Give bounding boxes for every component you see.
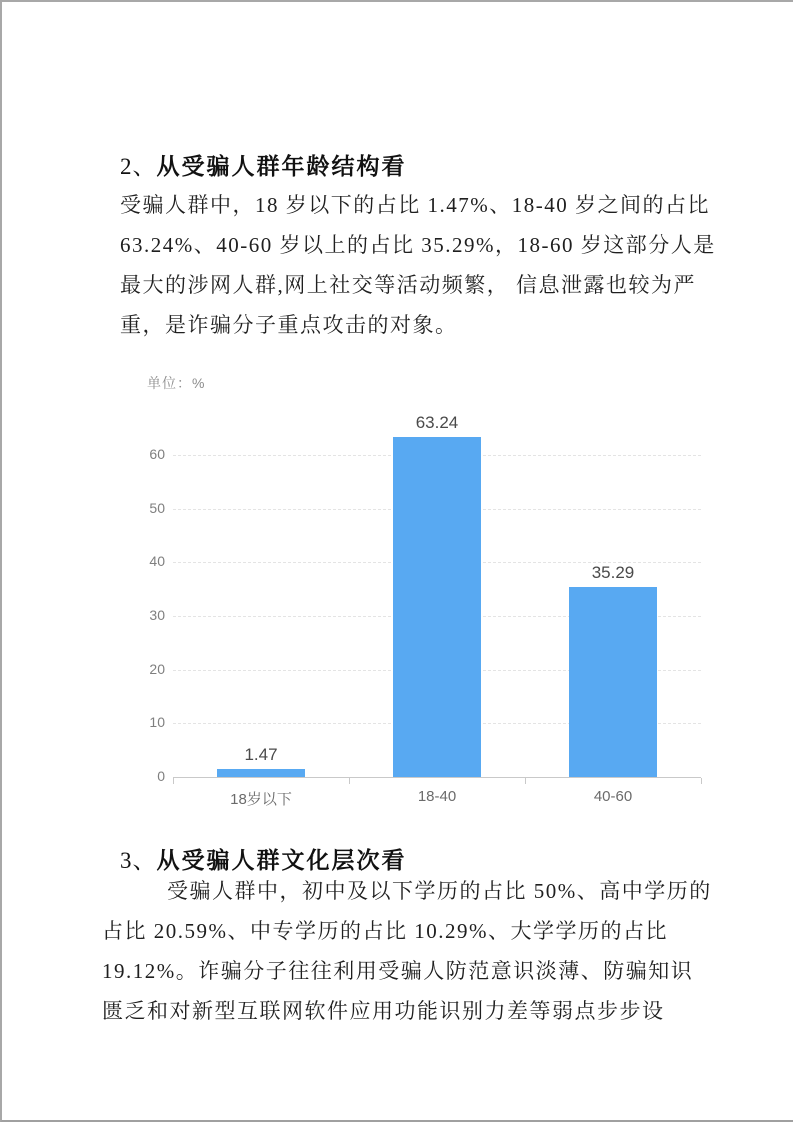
section-3-title: 从受骗人群文化层次看: [156, 848, 407, 873]
chart-x-axis: [173, 777, 701, 778]
chart-axis-tick: [701, 778, 702, 784]
paragraph-line: 最大的涉网人群,网上社交等活动频繁， 信息泄露也较为严: [120, 273, 696, 297]
chart-unit-label: 单位：%: [147, 375, 206, 391]
section-3-number: 3、: [120, 848, 157, 873]
section-2-number: 2、: [120, 154, 157, 179]
chart-x-category-label: 18岁以下: [230, 791, 292, 808]
chart-x-category-label: 18-40: [417, 788, 457, 805]
chart-y-tick-label: 20: [149, 660, 165, 677]
chart-axis-tick: [525, 778, 526, 784]
section-3-heading: [120, 842, 407, 875]
paragraph-line: 匮乏和对新型互联网软件应用功能识别力差等弱点步步设: [102, 999, 665, 1023]
chart-axis-tick: [173, 778, 174, 784]
chart-bar: [569, 587, 657, 777]
chart-bar-value-label: 1.47: [244, 745, 278, 765]
chart-axis-tick: [349, 778, 350, 784]
chart-bar-value-label: 35.29: [591, 563, 635, 583]
section-2-title: 从受骗人群年龄结构看: [156, 154, 407, 179]
paragraph-line: 受骗人群中，18 岁以下的占比 1.47%、18-40 岁之间的占比: [120, 193, 710, 217]
chart-bar: [217, 769, 305, 777]
paragraph-line: 重，是诈骗分子重点攻击的对象。: [120, 313, 458, 337]
section-2-heading: [120, 148, 407, 181]
chart-x-category-label: 40-60: [593, 788, 633, 805]
chart-y-tick-label: 50: [149, 499, 165, 516]
paragraph-line: 63.24%、40-60 岁以上的占比 35.29%，18-60 岁这部分人是: [120, 233, 716, 257]
chart-y-tick-label: 0: [157, 768, 165, 784]
chart-y-tick-label: 10: [149, 714, 165, 731]
chart-bar: [393, 437, 481, 777]
chart-y-tick-label: 30: [149, 606, 165, 623]
chart-bar-value-label: 63.24: [415, 413, 459, 433]
paragraph-line: 受骗人群中，初中及以下学历的占比 50%、高中学历的: [167, 879, 712, 903]
paragraph-line: 19.12%。诈骗分子往往利用受骗人防范意识淡薄、防骗知识: [102, 959, 694, 983]
chart-y-tick-label: 60: [149, 445, 165, 462]
paragraph-line: 占比 20.59%、中专学历的占比 10.29%、大学学历的占比: [102, 919, 668, 943]
chart-y-tick-label: 40: [149, 553, 165, 570]
